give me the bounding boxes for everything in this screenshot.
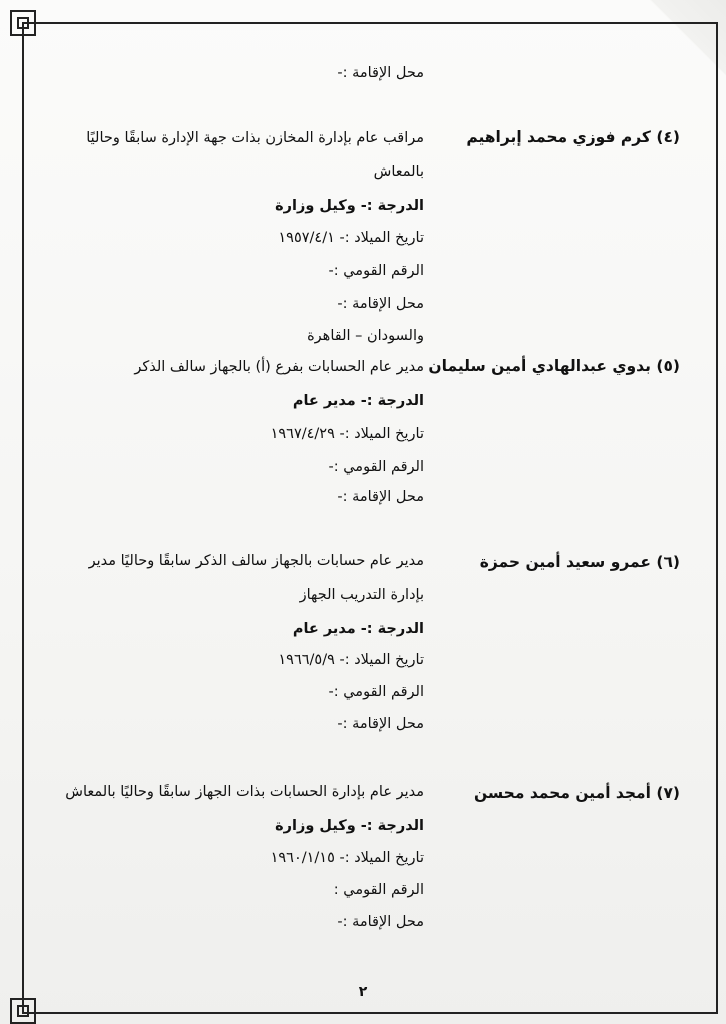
- entry-7-residence: محل الإقامة :-: [337, 914, 424, 930]
- entry-5-name: (٥) بدوي عبدالهادي أمين سليمان: [428, 357, 680, 375]
- entry-4-job-line2: بالمعاش: [373, 164, 424, 180]
- entry-4-grade: الدرجة :- وكيل وزارة: [275, 198, 424, 214]
- entry-6-name: (٦) عمرو سعيد أمين حمزة: [479, 553, 680, 571]
- entry-7-job-line1: مدير عام بإدارة الحسابات بذات الجهاز سابقًا وحاليًا بالمعاش: [65, 784, 424, 800]
- entry-5-job-line1: مدير عام الحسابات بفرع (أ) بالجهاز سالف الذكر: [134, 359, 424, 375]
- entry-4-name: (٤) كرم فوزي محمد إبراهيم: [466, 128, 680, 146]
- entry-5-national-id: الرقم القومي :-: [328, 459, 424, 475]
- entry-6-national-id: الرقم القومي :-: [328, 684, 424, 700]
- entry-7-national-id: الرقم القومي :: [333, 882, 424, 898]
- entry-5-birth: تاريخ الميلاد :- ١٩٦٧/٤/٢٩: [270, 426, 424, 442]
- entry-6-grade: الدرجة :- مدير عام: [292, 621, 424, 637]
- entry-6-job-line2: بإدارة التدريب الجهاز: [299, 587, 424, 603]
- corner-ornament-top-left: [10, 10, 36, 36]
- entry-7-birth: تاريخ الميلاد :- ١٩٦٠/١/١٥: [270, 850, 424, 866]
- entry-4-residence: محل الإقامة :-: [337, 296, 424, 312]
- top-residence-line: محل الإقامة :-: [337, 65, 424, 81]
- entry-5-grade: الدرجة :- مدير عام: [292, 393, 424, 409]
- entry-5-residence: محل الإقامة :-: [337, 489, 424, 505]
- entry-4-job-line1: مراقب عام بإدارة المخازن بذات جهة الإدارة سابقًا وحاليًا: [86, 130, 424, 146]
- corner-ornament-bottom-left: [10, 998, 36, 1024]
- entry-4-national-id: الرقم القومي :-: [328, 263, 424, 279]
- entry-6-residence: محل الإقامة :-: [337, 716, 424, 732]
- page-number: ٢: [358, 984, 368, 1000]
- entry-7-grade: الدرجة :- وكيل وزارة: [275, 818, 424, 834]
- entry-4-birth: تاريخ الميلاد :- ١٩٥٧/٤/١: [278, 230, 424, 246]
- entry-6-job-line1: مدير عام حسابات بالجهاز سالف الذكر سابقًا وحاليًا مدير: [88, 553, 424, 569]
- entry-6-birth: تاريخ الميلاد :- ١٩٦٦/٥/٩: [278, 652, 424, 668]
- entry-4-address: والسودان – القاهرة: [307, 328, 424, 344]
- entry-7-name: (٧) أمجد أمين محمد محسن: [473, 784, 680, 802]
